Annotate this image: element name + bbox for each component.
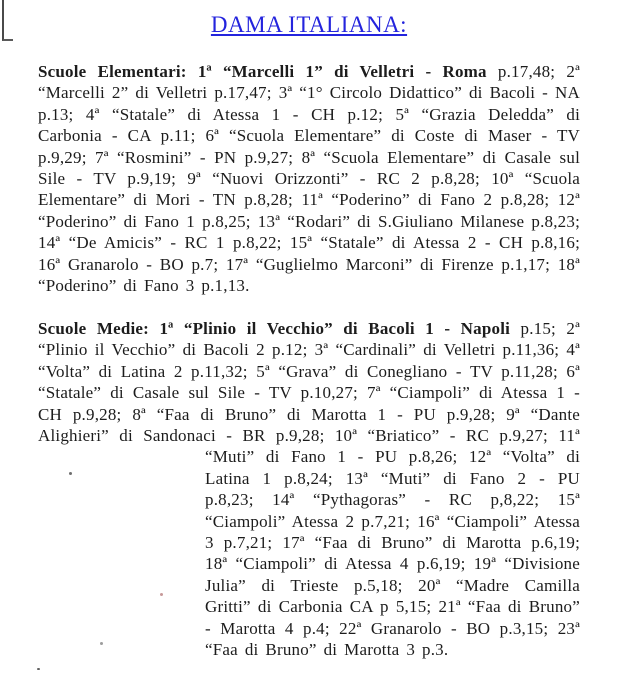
document-title <box>38 10 580 40</box>
scan-speck <box>37 668 40 670</box>
page-border-corner-mark <box>2 0 13 41</box>
scan-speck <box>160 593 163 596</box>
scan-speck <box>100 642 103 645</box>
paragraph-scuole-medie <box>38 318 580 661</box>
scan-speck <box>69 472 72 475</box>
scuole-medie-body-upper: p.15; 2ª “Plinio il Vecchio” di Bacoli 2 p.12; 3ª “Cardinali” di Velletri p.11,36; 4ª “Volta” di Latina 2 p.11,32; 5ª “Grava” di Conegliano - TV p.11,28; 6ª “Statale” di Casale sul Sile - TV p.10,27; 7ª “Ciampoli” di Atessa 1 - CH p.9,28; 8ª “Faa di Bruno” di Marotta 1 - PU p.9,28; 9ª “Dante Alighieri” di Sandonaci - BR p.9,28; 10ª “Briatico” - RC p.9,27; 11ª <box>38 319 580 446</box>
scuole-medie-lead: Scuole Medie: 1ª “Plinio il Vecchio” di Bacoli 1 - Napoli <box>38 319 511 338</box>
scuole-elementari-body: p.17,48; 2ª “Marcelli 2” di Velletri p.17,47; 3ª “1° Circolo Didattico” di Bacoli - NA p.13; 4ª “Statale” di Atessa 1 - CH p.12; 5ª “Grazia Deledda” di Carbonia - CA p.11; 6ª “Scuola Elementare” di Coste di Maser - TV p.9,29; 7ª “Rosmini” - PN p.9,27; 8ª “Scuola Elementare” di Casale sul Sile - TV p.9,19; 9ª “Nuovi Orizzonti” - RC 2 p.8,28; 10ª “Scuola Elementare” di Mori - TN p.8,28; 11ª “Poderino” di Fano 2 p.8,28; 12ª “Poderino” di Fano 1 p.8,25; 13ª “Rodari” di S.Giuliano Milanese p.8,23; 14ª “De Amicis” - RC 1 p.8,22; 15ª “Statale” di Atessa 2 - CH p.8,16; 16ª Granarolo - BO p.7; 17ª “Guglielmo Marconi” di Firenze p.1,17; 18ª “Poderino” di Fano 3 p.1,13. <box>38 62 580 296</box>
scuole-medie-body-wrapped: “Muti” di Fano 1 - PU p.8,26; 12ª “Volta” di Latina 1 p.8,24; 13ª “Muti” di Fano 2 - PU p.8,23; 14ª “Pythagoras” - RC p,8,22; 15ª “Ciampoli” Atessa 2 p.7,21; 16ª “Ciampoli” Atessa 3 p.7,21; 17ª “Faa di Bruno” di Marotta p.6,19; 18ª “Ciampoli” di Atessa 4 p.6,19; 19ª “Divisione Julia” di Trieste p.5,18; 20ª “Madre Camilla Gritti” di Carbonia CA p 5,15; 21ª “Faa di Bruno” - Marotta 4 p.4; 22ª Granarolo - BO p.3,15; 23ª “Faa di Bruno” di Marotta 3 p.3. <box>205 447 580 660</box>
paragraph-scuole-elementari <box>38 61 580 296</box>
scuole-medie-upper-block <box>38 318 580 446</box>
document-title-link[interactable]: DAMA ITALIANA: <box>210 12 408 37</box>
scuole-elementari-lead: Scuole Elementari: 1ª “Marcelli 1” di Velletri - Roma <box>38 62 487 81</box>
